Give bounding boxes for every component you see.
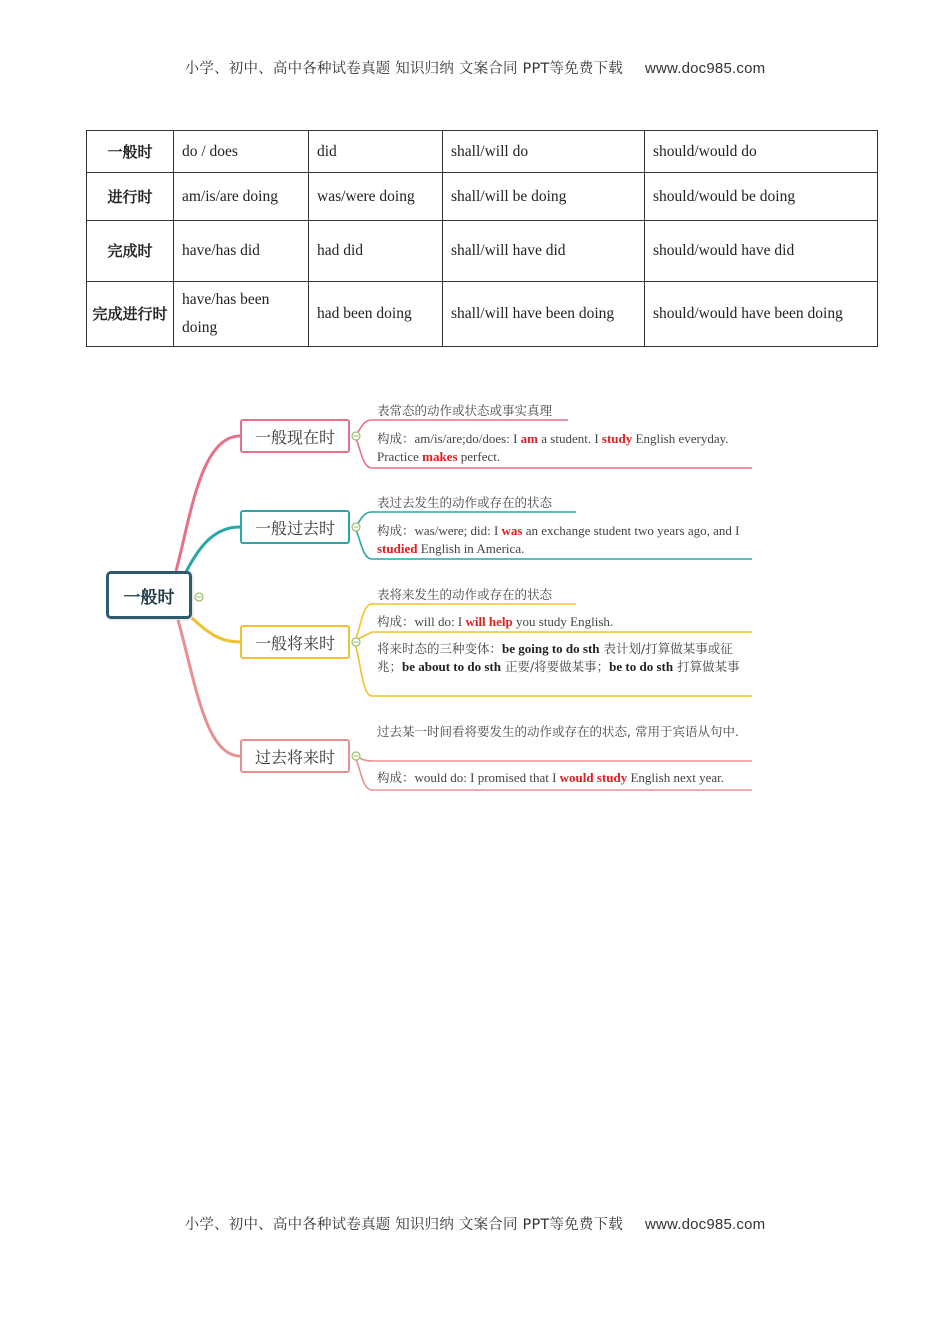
branch-past-future-title[interactable]: 过去将来时 (240, 739, 350, 773)
table-cell: should/would do (645, 131, 878, 173)
struct-label: 构成： (377, 431, 415, 446)
table-cell: was/were doing (309, 173, 443, 221)
header-text: 小学、初中、高中各种试卷真题 知识归纳 文案合同 PPT等免费下载 (184, 61, 623, 77)
branch-past-title[interactable]: 一般过去时 (240, 510, 350, 544)
table-cell: should/would have been doing (645, 282, 878, 347)
footer-site-link[interactable]: www.doc985.com (644, 1216, 766, 1233)
table-cell: had been doing (309, 282, 443, 347)
future-structure (377, 613, 749, 631)
present-structure (377, 430, 749, 466)
struct-text: you study English. (512, 614, 614, 629)
table-cell: should/would be doing (645, 173, 878, 221)
table-cell: shall/will have did (443, 221, 645, 282)
highlight-word: study (601, 431, 633, 446)
desc-text: 表将来发生的动作或存在的状态 (377, 587, 553, 602)
struct-text: English everyday. Practice (377, 431, 729, 464)
past-future-description (377, 723, 747, 741)
table-cell: had did (309, 221, 443, 282)
struct-text: a student. I (538, 431, 602, 446)
struct-label: 构成： (377, 770, 415, 785)
struct-text: am/is/are;do/does: I (414, 431, 521, 446)
mindmap-root[interactable]: 一般时 (106, 571, 192, 619)
table-cell: do / does (174, 131, 309, 173)
struct-text: would do: I promised that I (414, 770, 560, 785)
past-structure (377, 522, 745, 558)
table-cell: should/would have did (645, 221, 878, 282)
highlight-word: will help (465, 614, 513, 629)
connector-future (192, 618, 240, 642)
present-description (377, 402, 552, 420)
table-cell: did (309, 131, 443, 173)
highlight-word: was (501, 523, 523, 538)
table-cell: have/has been doing (174, 282, 309, 347)
struct-text: perfect. (457, 449, 501, 464)
past-future-structure (377, 769, 752, 787)
highlight-word: studied (377, 541, 418, 556)
struct-label: 构成： (377, 523, 415, 538)
desc-text: 表过去发生的动作或存在的状态 (377, 495, 553, 510)
branch-present-title[interactable]: 一般现在时 (240, 419, 350, 453)
struct-text: English next year. (627, 770, 724, 785)
table-cell: shall/will do (443, 131, 645, 173)
connector-present (176, 436, 240, 571)
table-cell: shall/will have been doing (443, 282, 645, 347)
highlight-word: am (520, 431, 538, 446)
row-header: 完成时 (87, 221, 174, 282)
struct-text: will do: I (414, 614, 466, 629)
highlight-word: makes (422, 449, 458, 464)
variant-desc: 打算做某事 (673, 659, 740, 674)
connector-past (186, 527, 240, 572)
row-header: 完成进行时 (87, 282, 174, 347)
header-site-link[interactable]: www.doc985.com (644, 60, 766, 77)
branch-future-title[interactable]: 一般将来时 (240, 625, 350, 659)
future-description (377, 586, 552, 604)
desc-text: 过去某一时间看将要发生的动作或存在的状态, 常用于宾语从句中. (377, 724, 739, 739)
variant-phrase: be about to do sth (402, 659, 501, 674)
row-header: 进行时 (87, 173, 174, 221)
future-variants (377, 640, 745, 676)
table-cell: have/has did (174, 221, 309, 282)
variant-desc: 表计划/打算做某事或征兆； (377, 641, 733, 674)
highlight-word: would study (559, 770, 628, 785)
struct-text: an exchange student two years ago, and I (522, 523, 740, 538)
table-cell: shall/will be doing (443, 173, 645, 221)
variant-phrase: be going to do sth (502, 641, 600, 656)
struct-label: 构成： (377, 614, 415, 629)
variant-phrase: be to do sth (609, 659, 674, 674)
table-cell: am/is/are doing (174, 173, 309, 221)
variants-label: 将来时态的三种变体： (377, 641, 503, 656)
past-description (377, 494, 552, 512)
row-header: 一般时 (87, 131, 174, 173)
variant-desc: 正要/将要做某事； (500, 659, 610, 674)
desc-text: 表常态的动作或状态或事实真理 (377, 403, 553, 418)
footer-text: 小学、初中、高中各种试卷真题 知识归纳 文案合同 PPT等免费下载 (184, 1217, 623, 1233)
struct-text: was/were; did: I (414, 523, 502, 538)
page-footer (0, 1213, 950, 1234)
struct-text: English in America. (417, 541, 525, 556)
